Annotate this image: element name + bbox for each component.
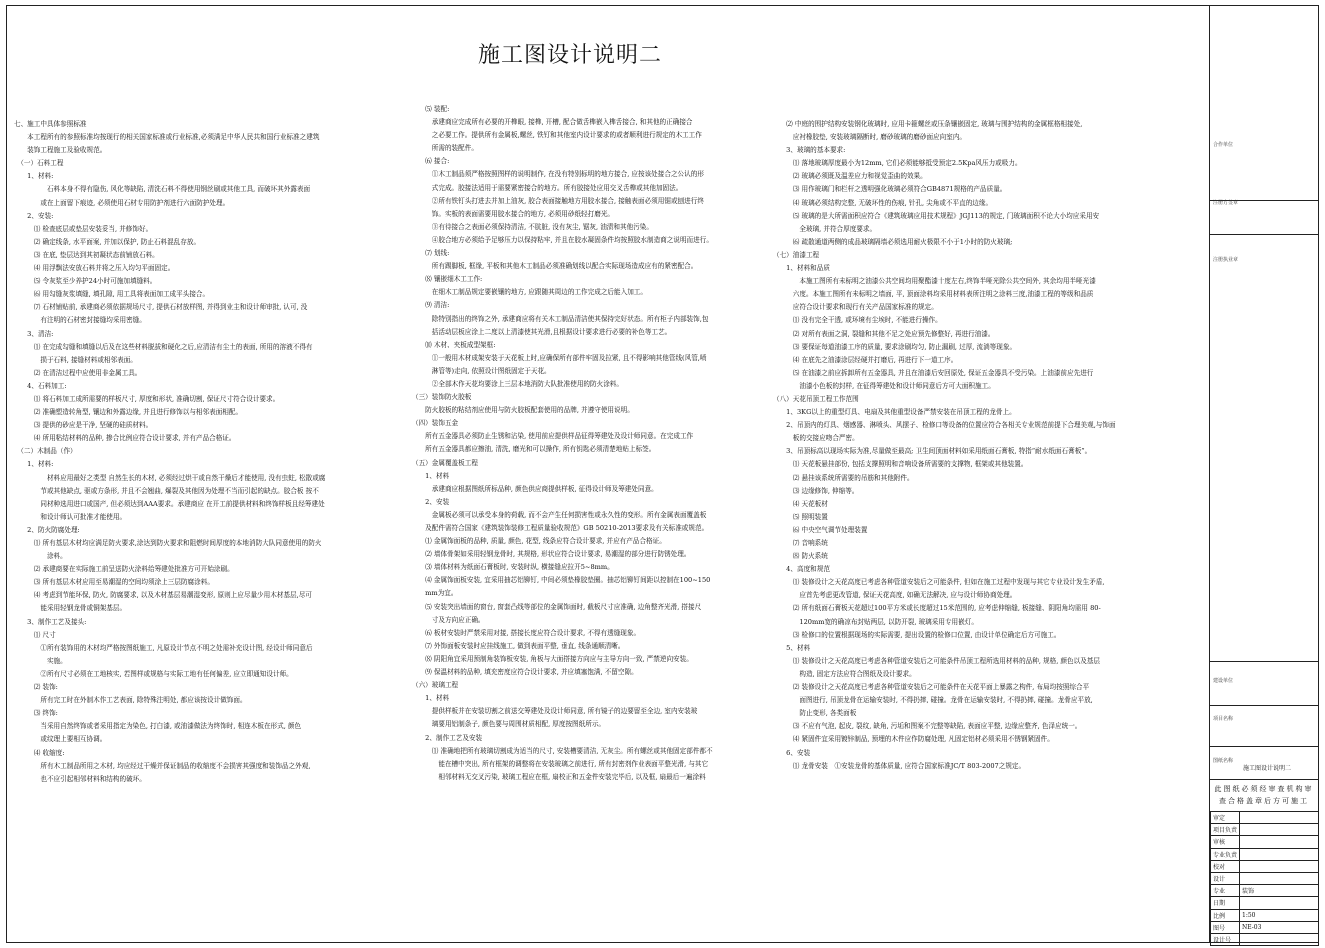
signoff-key: 比例 (1211, 909, 1240, 921)
note-line: 淋管等)走向, 依照设计图纸固定于天花。 (412, 366, 551, 375)
note-line: 防火胶板的粘结剂应使用与防火胶板配套使用的品牌, 并遵守使用说明。 (412, 406, 634, 415)
designer-label: 注册方签章 (1213, 200, 1239, 206)
note-line: ⑶ 检修口的位置根据现场的实际需要, 提出设置的检修口位置, 由设计单位确定后方可施工。 (773, 630, 1061, 639)
note-line: ⑼ 清洁: (412, 301, 450, 310)
note-line: （八）天花吊顶工程工作范围 (773, 394, 859, 403)
notes-column-right (773, 118, 1168, 773)
note-line: ⑷ 天花板材 (773, 499, 828, 508)
note-line: 或在上面留下痕迹, 必须使用石材专用防护剂进行六面防护处理。 (14, 198, 230, 207)
note-line: 金属板必须可以承受本身的荷载, 而不会产生任何损害性或永久性的变形。所有金属表面覆盖板 (412, 510, 707, 519)
note-line: （二）木制品（作） (14, 447, 77, 456)
note-line: ⑶ 在底, 垫层达到其初凝状态前铺放石料。 (14, 250, 159, 259)
note-line: 6、安装 (773, 748, 811, 757)
note-line: 1、材料: (14, 172, 54, 181)
note-line: ⑴ 准确地把所有玻璃切割成为适当的尺寸, 安装槽要清洁, 无灰尘。所有螺丝或其他固定部件都不 (412, 746, 713, 755)
note-line: 相邻材料无交叉污染, 玻璃工程应在框, 扇校正和五金件安装完毕后, 以及框, 扇最后一遍涂料 (412, 772, 706, 781)
signoff-key: 专业负责 (1211, 848, 1240, 860)
note-line: ⑸ 照明装置 (773, 512, 828, 521)
note-line: 之必要工作。提供所有金属板,螺丝, 铁钉和其他室内设计要求的或者顺利进行规定的木工工作 (412, 131, 702, 140)
signoff-row (1211, 836, 1319, 848)
note-line: ⑻ 阴阳角宜采用预制角装饰板安装, 角板与大面搭接方向应与主导方向一致, 严禁逆向安装。 (412, 654, 693, 663)
note-line: ⑸ 令灰浆至少养护24小时可施加填缝料。 (14, 277, 157, 286)
note-line: ⑶ 用作玻璃门和栏杆之透明强化玻璃必须符合GB4871规格的产品质量。 (773, 185, 1007, 194)
note-line: ⑹ 接合: (412, 157, 450, 166)
note-line: 3、清洁: (14, 329, 54, 338)
signoff-key: 审定 (1211, 812, 1240, 824)
note-line: 当采用自然终饰或者采用指定为染色, 打白漆, 或油漆做法为终饰时, 相连木板在形式, 颜色 (14, 722, 302, 731)
note-line: 1、材料: (14, 460, 54, 469)
note-line: 所有五金器具必须防止生锈和沾染, 使用前应提供样品征得筹建处及设计师同意。在完成工作 (412, 432, 694, 441)
signoff-value (1240, 848, 1319, 860)
note-line: ⑴ 装修设计之天花高度已考虑各种管道安装后之可能条件, 但如在施工过程中发现与其它专业设计发生矛盾, (773, 578, 1105, 587)
note-line: ⑺ 外饰面板安装时应挂线施工, 做到表面平整, 垂直, 线条通顺清晰。 (412, 641, 625, 650)
note-line: 同材种选用进口或国产, 但必须达到AAA要求。承建商应 在开工前提供材料和终饰样板且经筹建处 (14, 499, 325, 508)
note-line: ⑹ 板材安装时严禁采用对接, 搭接长度应符合设计要求, 不得有透缝现象。 (412, 628, 641, 637)
note-line: 和设计师认可批准才能使用。 (14, 512, 127, 521)
note-line: 2、安装 (412, 497, 450, 506)
note-line: 璃要用铝制条子, 颜色要与周围材质相配, 厚度按图纸所示。 (412, 720, 606, 729)
note-line: 1、材料 (412, 694, 450, 703)
note-line: （六）玻璃工程 (412, 681, 459, 690)
signoff-value: 装饰 (1240, 885, 1319, 897)
note-line: ⑷ 用浮飘法安放石料并将之压入均匀平面固定。 (14, 264, 175, 273)
note-line: 2、制作工艺及安装 (412, 733, 483, 742)
sheet-label: 图纸名称 (1213, 758, 1234, 764)
notes-column-middle (412, 103, 784, 784)
note-line: ⑶ 边缘修饰, 伸缩等。 (773, 486, 859, 495)
note-line: ⑵ 墙体骨架如采用轻钢龙骨时, 其规格, 形状应符合设计要求, 易潮湿的部分进行防锈处理。 (412, 550, 691, 559)
note-line: ②全部木作天花均要涂上三层本地消防大队批准使用的防火涂料。 (412, 379, 623, 388)
note-line: 所需的装配件。 (412, 144, 478, 153)
signoff-value (1240, 812, 1319, 824)
note-line: ⑴ 在完成勾缝和填缝以后及在这些材料脱拔和硬化之后,应清洁有尘土的表面, 所用的溶液不得有 (14, 342, 313, 351)
signoff-key: 日期 (1211, 897, 1240, 909)
note-line: 120mm宽的确凉布封贴两层, 以防开裂, 玻璃采用专用嵌灯。 (773, 617, 978, 626)
note-line: ⑵ 悬挂该系统所需要的吊筋和其他附件。 (773, 473, 914, 482)
note-line: 除特别指出的终饰之外, 承建商应将有关木工制品清洁使其保持完好状态。所有柜子内部装饰,包 (412, 314, 709, 323)
note-line: 节或其他缺点, 驱或方条形, 并且不会翘曲, 爆裂及其他因为处理不当而引起的缺点。胶合板 按不 (14, 486, 319, 495)
note-line: 防止变形, 各类面板 (773, 709, 857, 718)
note-line: ⑺ 划线: (412, 249, 450, 258)
note-line: 式完成。胶接法适用于需要紧密接合的地方。所有胶接处应用交叉舌榫或其他加固法。 (412, 183, 683, 192)
note-line: 能采用轻钢龙骨或铜架基层。 (14, 604, 127, 613)
note-line: ⑵ 装修设计之天花高度已考虑各种管道安装后之可能条件在天花平面上暴露之构件, 布局均按照综合平 (773, 683, 1090, 692)
note-line: ⑸ 安装突出墙面的窗台, 窗套凸线等部位的金属饰面时, 截板尺寸应准确, 边角整齐光滑, 搭接尺 (412, 602, 702, 611)
signoff-table (1210, 811, 1319, 946)
note-line: 实施。 (14, 656, 67, 665)
note-line: （一）石料工程 (14, 159, 64, 168)
signoff-value (1240, 933, 1319, 945)
signoff-row (1211, 933, 1319, 945)
note-line: ⑵ 准确塑造转角型, 镶边和外露边缘, 并且进行修饰以与相邻表面相配。 (14, 408, 243, 417)
note-line: ⑶ 所有基层木材应用至易潮湿的空间均须涂上三层防腐涂料。 (14, 578, 214, 587)
note-line: 及配件需符合国家《建筑装饰装修工程质量验收规范》GB 50210-2013要求及有关标准或规范。 (412, 524, 709, 532)
note-line: 或纹理上要相互协调。 (14, 735, 107, 744)
note-line: 所有五金器具都应擦油, 清洗, 磨光和可以操作, 所有钥匙必须清楚地贴上标签。 (412, 445, 656, 454)
project-label: 项目名称 (1213, 716, 1234, 722)
note-line: ⑷ 在底先之油漆涂层经硬并打磨后, 再进行下一道工序。 (773, 355, 958, 364)
note-line: 七、施工中具体参照标准 (14, 120, 87, 128)
note-line: 本施工图所有未标明之油漆公共空间均用聚酯漆十度左右,终饰半哑光除公共空间外, 其余均用半哑光漆 (773, 277, 1096, 286)
note-line: 2、安装: (14, 211, 54, 220)
note-line: ④胶合地方必须给予足够压力以保持粘牢, 并且在胶水凝固条件均按照胶水制造商之说明而进行。 (412, 235, 713, 244)
note-line: ⑵ 装饰: (14, 683, 58, 692)
note-line: ⑽ 木材、夹板成型架框: (412, 340, 496, 349)
signoff-row (1211, 897, 1319, 909)
note-line: 能在槽中突出, 所有框架的调整将在安装玻璃之前进行, 所有封密剂作业表面平整光滑, 与其它 (412, 759, 709, 768)
signoff-row (1211, 860, 1319, 872)
note-line: ⑵ 承建商要在实际施工前呈送防火涂料给筹建处批准方可开始涂刷。 (14, 565, 234, 574)
note-line: 5、材料 (773, 643, 811, 652)
note-line: ⑴ 检查底层或垫层安装妥当, 并修饰好。 (14, 224, 153, 233)
client-label: 合作单位 (1213, 142, 1234, 148)
note-line: ⑴ 将石料加工成所需要的样板尺寸, 厚度和形状, 准确切割, 保证尺寸符合设计要求。 (14, 394, 280, 403)
note-line: 所有踢脚板, 框缘, 平板和其他木工制品必须准确划线以配合实际现场造成应有的紧密配合。 (412, 262, 698, 271)
note-line: 1、材料和品质 (773, 264, 830, 273)
note-line: 2、吊顶内的灯具、烟感器、淋喷头、风摆子、检修口等设备的位置应符合各相关专业规范前提下合理美观,与饰面 (773, 421, 1116, 430)
note-line: ⑶ 终饰: (14, 709, 58, 718)
note-line: 应衬橡胶垫, 安装玻璃隔断时, 磨砂玻璃的磨砂面应向室内。 (773, 133, 967, 142)
note-line: ⑵ 对所有表面之洞, 裂缝和其他不足之处应预先修整好, 再进行油漆。 (773, 329, 995, 338)
note-line: mm为宜。 (412, 589, 458, 598)
unit-label: 建设单位 (1213, 678, 1234, 684)
signoff-row (1211, 812, 1319, 824)
note-line: ③有待接合之表面必须保持清洁, 不肮脏, 没有灰尘, 锯灰, 油渍和其他污染。 (412, 222, 653, 231)
notes-column-left (14, 118, 384, 786)
signoff-key: 校对 (1211, 860, 1240, 872)
note-line: ⑵ 在清洁过程中应使用非金属工具。 (14, 368, 142, 377)
signoff-key: 专业 (1211, 885, 1240, 897)
note-line: （四）装饰五金 (412, 419, 459, 428)
note-line: 3、吊顶标高以现场实际为准,尽量做至最高; 卫生间顶面材料如采用纸面石膏板, 特指“耐水纸面石膏板”。 (773, 447, 1092, 456)
signoff-value: 1:50 (1240, 909, 1319, 921)
note-line: ⑴ 落地玻璃厚度最小为12mm, 它们必须能够抵受预定2.5Kpa风压力或吸力。 (773, 159, 1022, 168)
note-line: ⑴ 尺寸 (14, 630, 56, 639)
note-line: 承建商应根据图纸所标品种, 颜色供应商提供样板, 征得设计师及筹建处同意。 (412, 484, 658, 493)
note-line: 4、高度和规范 (773, 565, 830, 574)
signoff-value (1240, 897, 1319, 909)
signoff-value (1240, 824, 1319, 836)
note-line: 油漆小色板的封样, 在征得筹建处和设计师同意后方可大面积施工。 (773, 381, 995, 390)
note-line: ①木工制品须严格按照图样的说明制作, 在没有特别标明的地方接合, 应按该处接合之公认的形 (412, 170, 704, 179)
note-line: 3、玻璃的基本要求: (773, 146, 846, 155)
note-line: ⑹ 用勾缝灰浆填缝, 填孔隙, 用工具将表面加工成平头接合。 (14, 290, 210, 299)
note-line: ⑷ 收缩度: (14, 748, 65, 757)
note-line: 应符合设计要求和现行有关产品国家标准的规定。 (773, 303, 938, 312)
title-block (1209, 5, 1319, 943)
note-line: 饰。实板的表面需要用胶水接合的地方, 必须用砂纸轻打磨光。 (412, 209, 615, 218)
note-line: （五）金属覆盖板工程 (412, 458, 478, 467)
note-line: 3、制作工艺及接头: (14, 617, 87, 626)
note-line: ⑶ 不应有气泡, 起皮, 裂纹, 缺角, 污垢和图案不完整等缺陷, 表面应平整, 边缘应整齐, 色泽应统一。 (773, 722, 1082, 731)
signoff-value (1240, 836, 1319, 848)
signoff-key: 审核 (1211, 836, 1240, 848)
note-line: 本工程所有的参照标准均按现行的相关国家标准或行业标准,必须满足中华人民共和国行业标准之建筑 (14, 133, 320, 142)
note-line: ⑶ 要保证每道油漆工序的质量, 要求涂刷均匀, 防止漏刷, 过厚, 流淌等现象。 (773, 342, 1017, 351)
signoff-key: 设计 (1211, 872, 1240, 884)
note-line: ⑻ 防火系统 (773, 552, 828, 561)
note-line: ⑶ 墙体材料为纸面石膏板时, 安装时纵, 横接缝应拉开5~8mm。 (412, 563, 614, 572)
note-line: 1、材料 (412, 471, 450, 480)
note-line: 石料本身不得有隐伤, 风化等缺陷, 清洗石料不得使用钢丝刷或其他工具, 而破坏其外露表面 (14, 185, 311, 194)
note-line: ⑴ 没有完全干透, 或环境有尘埃时, 不能进行操作。 (773, 316, 942, 325)
note-line: 面图进行, 吊顶龙骨在运输安装时, 不得扔摔, 碰撞。龙骨在运输安装时, 不得扔摔, 碰撞。龙骨应平放, (773, 696, 1093, 705)
note-line: 六度。本施工图所有未标明之墙面, 平, 顶面涂料均采用材料表所注明之涂料三度,油漆工程的等级和品质 (773, 290, 1094, 299)
note-line: ⑷ 考虑到节能环保, 防火, 防腐要求, 以及木材基层易潮湿变形, 原则上应尽量少用木材基层,尽可 (14, 591, 312, 600)
note-line: 寸及方向应正确。 (412, 615, 485, 624)
note-line: 所有木工制品所用之木材, 均应经过干燥并保证制品的收缩度不会损害其强度和装饰品之外观, (14, 761, 311, 770)
note-line: ⑺ 石材铺贴前, 承建商必须依据规场尺寸, 提供石材放样图, 并得到业主和设计师审批, 认可, 没 (14, 303, 308, 312)
signoff-row (1211, 885, 1319, 897)
signoff-value: NE-03 (1240, 921, 1319, 933)
note-line: ⑵ 玻璃必须既及温差应力和视觉歪曲的效果。 (773, 172, 927, 181)
note-line: 全玻璃, 并符合厚度要求。 (773, 224, 877, 233)
note-line: 提供样板并在安装切割之前送交筹建处及设计师同意, 所有镜子的边要留至全边, 室内安装玻 (412, 707, 698, 716)
note-line: ②所有铁钉头打进去并加上油灰, 胶合表面接触地方用胶水接合, 接触表面必须用锯或刨进行终 (412, 196, 704, 205)
note-line: 应首先考虑更改管道, 保证天花高度, 如确无法解决, 应与设计师协商处理。 (773, 591, 1017, 600)
note-line: 构造, 固定方法应符合图纸及设计要求。 (773, 669, 916, 678)
note-line: ⑷ 金属饰面板安装, 宜采用抽芯铝铆钉, 中间必须垫橡胶垫圈。抽芯铝铆钉间距以控制在100~150 (412, 576, 711, 585)
note-line: ⑷ 玻璃必须结构完整, 无破坏性的伤痕, 针孔, 尖角或不平直的边缘。 (773, 198, 993, 207)
note-line: ⑵ 所有纸面石膏板天花超过100平方米或长度超过15米范围的, 应考虑伸缩缝, 板接缝、阴阳角均需用 80- (773, 604, 1101, 613)
note-line: ⑻ 镶嵌细木工工作: (412, 275, 483, 284)
note-line: 涂料。 (14, 552, 67, 561)
note-line: 在细木工制品规定要嵌镶的地方, 应跟随其周边的工作完成之后能入加工。 (412, 288, 647, 297)
note-line: ⑹ 中央空气调节处理装置 (773, 525, 868, 534)
approval-note: 此图纸必须经审查机构审查合格盖章后方可施工 (1214, 785, 1314, 805)
note-line: 损于石料, 接缝材料或相邻表面。 (14, 355, 137, 364)
note-line: 有注明的石材密封接缝均采用密缝。 (14, 316, 146, 325)
note-line: ⑴ 金属饰面板的品种, 质量, 颜色, 花型, 线条应符合设计要求, 并应有产品合格证。 (412, 537, 666, 546)
note-line: 1、3KG以上的重型灯具、电扇及其他重型设备严禁安装在吊顶工程的龙骨上。 (773, 408, 1016, 417)
note-line: 2、防火防腐处理: (14, 525, 80, 534)
note-line: 板的交接应吻合严密。 (773, 434, 859, 443)
note-line: 4、石料加工: (14, 381, 67, 390)
note-line: 装饰工程施工及验收规范。 (14, 146, 107, 155)
note-line: （三）装饰防火胶板 (412, 393, 472, 402)
note-line: ①一般用木材成架安装于天花板上时,应确保所有部件牢固及拉紧, 且不得影响其他管线(风管,喷 (412, 353, 707, 362)
signoff-key: 项目负责 (1211, 824, 1240, 836)
note-line: 括活动层板应涂上二度以上清漆使其光滑,且根据设计要求进行必要的补色等工艺。 (412, 327, 672, 336)
sheet-name: 施工图设计说明二 (1243, 765, 1292, 772)
note-line: ②所有尺寸必须在工地核实, 若图样或规格与实际工地有任何偏差, 应立即通知设计师。 (14, 669, 293, 678)
note-line: ⑹ 疏散通道两侧的成品玻璃隔墙必须选用耐火极限不小于1小时的防火玻璃; (773, 237, 1013, 246)
signoff-key: 图号 (1211, 921, 1240, 933)
signoff-row (1211, 824, 1319, 836)
signoff-row (1211, 848, 1319, 860)
signoff-row (1211, 909, 1319, 921)
note-line: 也不应引起相邻材料和结构的破坏。 (14, 774, 146, 783)
note-line: ⑴ 龙骨安装 ①安装龙骨的基体质量, 应符合国家标准JC/T 803-2007之规定。 (773, 761, 1026, 770)
note-line: ⑸ 装配: (412, 105, 450, 113)
note-line: （七）油漆工程 (773, 250, 820, 259)
page-title: 施工图设计说明二 (477, 43, 662, 68)
note-line: ⑴ 装修设计之天花高度已考虑各种管道安装后之可能条件吊顶工程所选用材料的品种, 规格, 颜色以及基层 (773, 656, 1100, 665)
note-line: ⑸ 玻璃的是大所需面积应符合《建筑玻璃应用技术规程》JGJ113的规定, 门玻璃面积不论大小均应采用安 (773, 211, 1100, 220)
note-line: ⑷ 紧固件宜采用镀锌制品, 预埋的木件应作防腐处理, 凡固定铝材必须采用不锈钢紧固件。 (773, 735, 1054, 744)
signoff-key: 设计号 (1211, 933, 1240, 945)
signoff-value (1240, 860, 1319, 872)
note-line: 所有完工时在外制木作工艺表面, 除特殊注明处, 都应该按设计做饰面。 (14, 696, 247, 705)
note-line: ⑵ 中庭的围护结构安装钢化玻璃时, 应用卡箍螺丝或压条镶嵌固定, 玻璃与围护结构的金属框格相接处, (773, 120, 1083, 128)
note-line: ⑼ 保温材料的品种, 填充密度应符合设计要求, 并应填塞饱满, 不留空隙。 (412, 668, 638, 677)
note-line: 承建商应完成所有必要的开榫眼, 接榫, 开槽, 配合做舌榫嵌入榫舌接合, 和其他的正确接合 (412, 118, 693, 127)
note-line: ⑷ 所用粘结材料的品种, 掺合比例应符合设计要求, 并有产品合格证。 (14, 434, 236, 443)
signoff-row (1211, 921, 1319, 933)
signoff-row (1211, 872, 1319, 884)
note-line: 材料应用最好之类型 自然生长的木材, 必须经过烘干或自然干燥后才能使用, 没有虫蛀, 松散或腐 (14, 473, 326, 482)
signoff-value (1240, 872, 1319, 884)
note-line: ⑴ 天花板悬挂部份, 包括支撑照明和音响设备所需要的支撑物, 框架或其他装置。 (773, 460, 1028, 469)
note-line: ⑴ 所有基层木材均应满足防火要求,涂达到防火要求和阻燃时间厚度的本地消防大队同意使用的防火 (14, 539, 322, 547)
note-line: ⑶ 提供的砂应是干净, 坚硬的硅质材料。 (14, 421, 153, 430)
approve-label: 注册执业章 (1213, 257, 1239, 263)
note-line: ①所有装饰用的木材均严格按图纸施工, 凡原设计节点不明之处需补充设计图, 经设计师同意后 (14, 643, 313, 652)
note-line: ⑸ 在油漆之前应拆卸所有五金器具, 并且在油漆后安回原处, 保证五金器具不受污染。上油漆前应先进行 (773, 368, 1094, 377)
note-line: ⑵ 确定线条, 水平面案, 并加以保护, 防止石料混乱存放。 (14, 237, 201, 246)
note-line: ⑺ 音响系统 (773, 539, 828, 547)
